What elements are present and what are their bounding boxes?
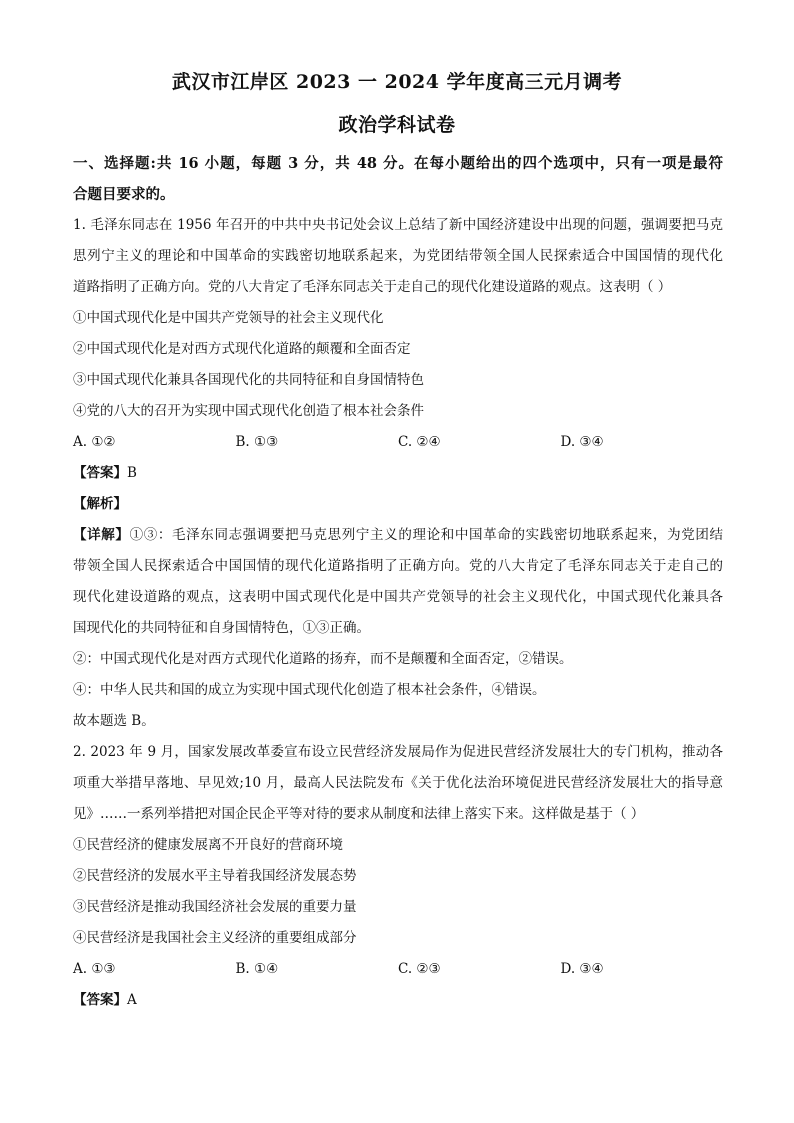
q1-option-b: B. ①③ <box>235 434 279 450</box>
document-body <box>73 148 723 1016</box>
detail-label: 【详解】 <box>73 527 130 543</box>
q1-detail-line: 国现代化的共同特征和自身国情特色，①③正确。 <box>73 620 370 636</box>
q2-statement: ③民营经济是推动我国经济社会发展的重要力量 <box>73 899 357 915</box>
q1-analysis-heading <box>73 489 723 520</box>
q2-stem-line: 见》……一系列举措把对国企民企平等对待的要求从制度和法律上落实下来。这样做是基于（ ） <box>73 806 645 822</box>
q1-detail-line <box>73 520 723 551</box>
q2-statement: ①民营经济的健康发展离不开良好的营商环境 <box>73 837 343 853</box>
q2-stem-line: 2. 2023 年 9 月，国家发展改革委宣布设立民营经济发展局作为促进民营经济发展壮大的专门机构，推动各 <box>73 744 723 760</box>
q1-answer <box>73 458 723 489</box>
q1-stem-line: 思列宁主义的理论和中国革命的实践密切地联系起来，为党团结带领全国人民探索适合中国国情的现代化 <box>73 248 723 264</box>
q1-option-c: C. ②④ <box>398 434 441 450</box>
answer-label: 【答案】 <box>73 465 127 481</box>
q1-option-d: D. ③④ <box>560 434 604 450</box>
q2-option-a: A. ①③ <box>73 961 116 977</box>
page-title: 武汉市江岸区 2023 一 2024 学年度高三元月调考 <box>171 71 623 93</box>
q2-statement: ④民营经济是我国社会主义经济的重要组成部分 <box>73 930 357 946</box>
q1-statement: ②中国式现代化是对西方式现代化道路的颠覆和全面否定 <box>73 341 411 357</box>
q2-option-c: C. ②③ <box>398 961 441 977</box>
detail-text: ①③：毛泽东同志强调要把马克思列宁主义的理论和中国革命的实践密切地联系起来，为党团结 <box>129 527 723 543</box>
q1-detail-line: ④：中华人民共和国的成立为实现中国式现代化创造了根本社会条件，④错误。 <box>73 682 546 698</box>
page-subtitle: 政治学科试卷 <box>338 114 456 136</box>
q1-statement: ③中国式现代化兼具各国现代化的共同特征和自身国情特色 <box>73 372 424 388</box>
q1-options <box>73 427 723 458</box>
answer-value: A <box>127 992 137 1008</box>
q2-answer <box>73 985 723 1016</box>
q1-detail-line: 带领全国人民探索适合中国国情的现代化道路指明了正确方向。党的八大肯定了毛泽东同志关于走自己的 <box>73 558 723 574</box>
q1-conclusion: 故本题选 B。 <box>73 713 155 729</box>
section-heading-line-1: 一、选择题:共 16 小题，每题 3 分，共 48 分。在每小题给出的四个选项中，只有一项是最符 <box>73 155 723 172</box>
q2-option-b: B. ①④ <box>235 961 279 977</box>
answer-value: B <box>127 465 137 481</box>
q2-options <box>73 954 723 985</box>
q2-stem-line: 项重大举措早落地、早见效;10 月，最高人民法院发布《关于优化法治环境促进民营经济发展壮大的指导意 <box>73 775 723 791</box>
section-heading-line-2: 合题目要求的。 <box>73 186 175 203</box>
q1-option-a: A. ①② <box>73 434 116 450</box>
q1-statement: ①中国式现代化是中国共产党领导的社会主义现代化 <box>73 310 384 326</box>
q2-option-d: D. ③④ <box>560 961 604 977</box>
analysis-label: 【解析】 <box>73 496 127 512</box>
q1-detail-line: ②：中国式现代化是对西方式现代化道路的扬弃，而不是颠覆和全面否定，②错误。 <box>73 651 573 667</box>
q1-stem-line: 道路指明了正确方向。党的八大肯定了毛泽东同志关于走自己的现代化建设道路的观点。这表明（ ） <box>73 279 672 295</box>
answer-label: 【答案】 <box>73 992 127 1008</box>
q1-stem-line: 1. 毛泽东同志在 1956 年召开的中共中央书记处会议上总结了新中国经济建设中出现的问题，强调要把马克 <box>73 217 723 233</box>
q1-statement: ④党的八大的召开为实现中国式现代化创造了根本社会条件 <box>73 403 424 419</box>
q2-statement: ②民营经济的发展水平主导着我国经济发展态势 <box>73 868 357 884</box>
q1-detail-line: 现代化建设道路的观点，这表明中国式现代化是中国共产党领导的社会主义现代化，中国式现代化兼具各 <box>73 589 723 605</box>
